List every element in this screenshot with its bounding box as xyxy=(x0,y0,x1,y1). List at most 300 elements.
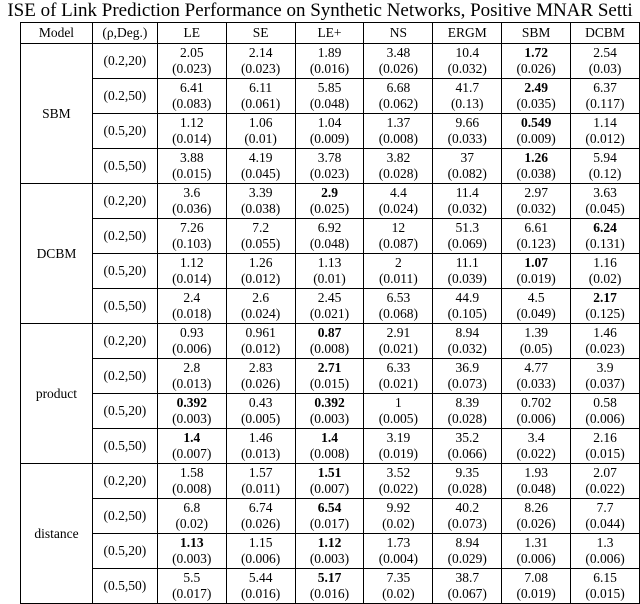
std-value: (0.024) xyxy=(378,201,419,216)
std-value: (0.015) xyxy=(585,446,625,461)
value-cell xyxy=(571,569,640,604)
std-value: (0.026) xyxy=(240,376,281,391)
mean-value: 1.57 xyxy=(248,465,273,480)
value-cell xyxy=(226,534,295,569)
mean-value: 6.33 xyxy=(386,360,411,375)
std-value: (0.022) xyxy=(378,481,419,496)
mean-value: 2.9 xyxy=(321,185,338,200)
std-value: (0.029) xyxy=(447,551,487,566)
mean-value: 3.88 xyxy=(179,150,204,165)
setting-cell: (0.2,20) xyxy=(92,464,157,499)
value-cell xyxy=(502,429,571,464)
value-cell xyxy=(433,464,502,499)
std-value: (0.003) xyxy=(172,411,212,426)
mean-value: 1 xyxy=(395,395,402,410)
std-value: (0.103) xyxy=(172,236,212,251)
value-cell xyxy=(226,429,295,464)
value-cell xyxy=(364,394,433,429)
std-value: (0.004) xyxy=(378,551,419,566)
value-cell xyxy=(157,429,226,464)
mean-value: 9.35 xyxy=(455,465,480,480)
std-value: (0.021) xyxy=(378,376,419,391)
value-cell xyxy=(433,324,502,359)
value-cell xyxy=(157,149,226,184)
value-cell xyxy=(226,394,295,429)
value-cell xyxy=(226,499,295,534)
table-row xyxy=(21,569,640,604)
mean-value: 4.4 xyxy=(389,185,407,200)
mean-value: 6.11 xyxy=(249,80,273,95)
table-row xyxy=(21,499,640,534)
mean-value: 4.5 xyxy=(527,290,545,305)
value-cell xyxy=(571,79,640,114)
std-value: (0.087) xyxy=(378,236,419,251)
mean-value: 2.4 xyxy=(183,290,201,305)
mean-value: 7.2 xyxy=(252,220,270,235)
std-value: (0.003) xyxy=(172,551,212,566)
setting-cell: (0.2,50) xyxy=(92,499,157,534)
std-value: (0.006) xyxy=(240,551,281,566)
std-value: (0.017) xyxy=(172,586,212,601)
value-cell xyxy=(364,324,433,359)
value-cell xyxy=(364,184,433,219)
mean-value: 7.7 xyxy=(596,500,614,515)
std-value: (0.039) xyxy=(447,271,487,286)
mean-value: 5.44 xyxy=(248,570,273,585)
value-cell xyxy=(433,569,502,604)
setting-cell: (0.2,50) xyxy=(92,359,157,394)
setting-cell: (0.5,20) xyxy=(92,254,157,289)
std-value: (0.007) xyxy=(309,481,350,496)
setting-cell: (0.5,50) xyxy=(92,289,157,324)
mean-value: 1.12 xyxy=(179,255,204,270)
std-value: (0.023) xyxy=(585,341,625,356)
table-title: ISE of Link Prediction Performance on Synthetic Networks, Positive MNAR Setti xyxy=(7,0,633,21)
std-value: (0.021) xyxy=(309,306,350,321)
mean-value: 2.8 xyxy=(183,360,201,375)
value-cell xyxy=(433,184,502,219)
value-cell xyxy=(364,289,433,324)
mean-value: 4.19 xyxy=(248,150,273,165)
std-value: (0.02) xyxy=(382,586,415,601)
value-cell xyxy=(571,359,640,394)
mean-value: 3.9 xyxy=(596,360,614,375)
value-cell xyxy=(571,114,640,149)
table-row xyxy=(21,114,640,149)
header-le: LE xyxy=(157,23,226,44)
mean-value: 6.41 xyxy=(179,80,204,95)
header-sbm: SBM xyxy=(502,23,571,44)
value-cell xyxy=(433,359,502,394)
value-cell xyxy=(364,464,433,499)
std-value: (0.012) xyxy=(240,271,281,286)
std-value: (0.01) xyxy=(313,271,346,286)
value-cell xyxy=(226,254,295,289)
mean-value: 36.9 xyxy=(455,360,480,375)
std-value: (0.026) xyxy=(516,516,556,531)
std-value: (0.026) xyxy=(240,516,281,531)
std-value: (0.035) xyxy=(516,96,556,111)
mean-value: 38.7 xyxy=(455,570,480,585)
std-value: (0.028) xyxy=(447,481,487,496)
value-cell xyxy=(226,359,295,394)
value-cell xyxy=(571,254,640,289)
std-value: (0.021) xyxy=(378,341,419,356)
header-model: Model xyxy=(21,23,93,44)
value-cell xyxy=(433,254,502,289)
mean-value: 51.3 xyxy=(455,220,480,235)
table-row xyxy=(21,79,640,114)
mean-value: 7.08 xyxy=(524,570,548,585)
value-cell xyxy=(433,44,502,79)
mean-value: 4.77 xyxy=(524,360,548,375)
value-cell xyxy=(502,324,571,359)
mean-value: 1.31 xyxy=(524,535,548,550)
std-value: (0.003) xyxy=(309,551,350,566)
std-value: (0.061) xyxy=(240,96,281,111)
value-cell xyxy=(571,44,640,79)
value-cell xyxy=(364,429,433,464)
value-cell xyxy=(364,359,433,394)
table-row xyxy=(21,184,640,219)
table-row xyxy=(21,44,640,79)
std-value: (0.012) xyxy=(585,131,625,146)
mean-value: 1.07 xyxy=(524,255,548,270)
value-cell xyxy=(364,499,433,534)
std-value: (0.033) xyxy=(516,376,556,391)
std-value: (0.062) xyxy=(378,96,419,111)
mean-value: 9.66 xyxy=(455,115,480,130)
mean-value: 0.961 xyxy=(245,325,276,340)
value-cell xyxy=(364,44,433,79)
value-cell xyxy=(295,464,364,499)
mean-value: 0.93 xyxy=(179,325,204,340)
std-value: (0.01) xyxy=(244,131,277,146)
value-cell xyxy=(571,289,640,324)
value-cell xyxy=(157,184,226,219)
value-cell xyxy=(502,184,571,219)
std-value: (0.048) xyxy=(516,481,556,496)
mean-value: 35.2 xyxy=(455,430,480,445)
std-value: (0.12) xyxy=(588,166,622,181)
value-cell xyxy=(157,569,226,604)
mean-value: 1.58 xyxy=(179,465,204,480)
value-cell xyxy=(157,219,226,254)
mean-value: 2.91 xyxy=(386,325,411,340)
mean-value: 1.93 xyxy=(524,465,548,480)
mean-value: 3.39 xyxy=(248,185,273,200)
std-value: (0.117) xyxy=(585,96,625,111)
mean-value: 6.8 xyxy=(183,500,201,515)
header-le-plus: LE+ xyxy=(295,23,364,44)
std-value: (0.009) xyxy=(516,131,556,146)
std-value: (0.069) xyxy=(447,236,487,251)
value-cell xyxy=(364,219,433,254)
value-cell xyxy=(295,219,364,254)
std-value: (0.011) xyxy=(241,481,281,496)
value-cell xyxy=(502,149,571,184)
mean-value: 8.94 xyxy=(455,535,480,550)
value-cell xyxy=(157,44,226,79)
value-cell xyxy=(433,429,502,464)
mean-value: 2.17 xyxy=(593,290,617,305)
std-value: (0.022) xyxy=(585,481,625,496)
mean-value: 2.07 xyxy=(593,465,617,480)
mean-value: 3.52 xyxy=(386,465,411,480)
std-value: (0.068) xyxy=(378,306,419,321)
std-value: (0.015) xyxy=(309,376,350,391)
value-cell xyxy=(502,394,571,429)
value-cell xyxy=(433,534,502,569)
std-value: (0.006) xyxy=(516,551,556,566)
setting-cell: (0.2,20) xyxy=(92,324,157,359)
mean-value: 0.549 xyxy=(520,115,552,130)
std-value: (0.037) xyxy=(585,376,625,391)
value-cell xyxy=(571,464,640,499)
std-value: (0.123) xyxy=(516,236,556,251)
std-value: (0.033) xyxy=(447,131,487,146)
std-value: (0.023) xyxy=(309,166,350,181)
mean-value: 6.74 xyxy=(248,500,273,515)
table-row xyxy=(21,254,640,289)
mean-value: 7.26 xyxy=(179,220,204,235)
std-value: (0.036) xyxy=(172,201,212,216)
std-value: (0.019) xyxy=(378,446,419,461)
std-value: (0.011) xyxy=(378,271,418,286)
std-value: (0.028) xyxy=(447,411,487,426)
value-cell xyxy=(157,464,226,499)
mean-value: 40.2 xyxy=(455,500,480,515)
std-value: (0.026) xyxy=(516,61,556,76)
mean-value: 5.17 xyxy=(317,570,342,585)
header-ns: NS xyxy=(364,23,433,44)
setting-cell: (0.2,20) xyxy=(92,44,157,79)
value-cell xyxy=(226,184,295,219)
std-value: (0.024) xyxy=(240,306,281,321)
table-row xyxy=(21,289,640,324)
value-cell xyxy=(502,254,571,289)
std-value: (0.006) xyxy=(172,341,212,356)
value-cell xyxy=(295,359,364,394)
std-value: (0.038) xyxy=(240,201,281,216)
mean-value: 3.78 xyxy=(317,150,342,165)
mean-value: 1.15 xyxy=(248,535,273,550)
mean-value: 6.24 xyxy=(593,220,617,235)
value-cell xyxy=(226,149,295,184)
table-row xyxy=(21,464,640,499)
value-cell xyxy=(571,149,640,184)
value-cell xyxy=(502,359,571,394)
value-cell xyxy=(226,219,295,254)
std-value: (0.02) xyxy=(382,516,415,531)
setting-cell: (0.2,20) xyxy=(92,184,157,219)
mean-value: 9.92 xyxy=(386,500,411,515)
mean-value: 1.16 xyxy=(593,255,617,270)
mean-value: 0.87 xyxy=(317,325,342,340)
value-cell xyxy=(226,79,295,114)
value-cell xyxy=(226,44,295,79)
value-cell xyxy=(502,569,571,604)
std-value: (0.02) xyxy=(175,516,209,531)
mean-value: 1.3 xyxy=(596,535,614,550)
table-row xyxy=(21,534,640,569)
mean-value: 11.1 xyxy=(455,255,479,270)
std-value: (0.048) xyxy=(309,236,350,251)
value-cell xyxy=(433,289,502,324)
value-cell xyxy=(226,114,295,149)
std-value: (0.014) xyxy=(172,131,212,146)
std-value: (0.008) xyxy=(378,131,419,146)
mean-value: 1.89 xyxy=(317,45,342,60)
mean-value: 2.05 xyxy=(179,45,204,60)
mean-value: 2.49 xyxy=(524,80,548,95)
value-cell xyxy=(502,499,571,534)
mean-value: 1.12 xyxy=(179,115,204,130)
std-value: (0.013) xyxy=(240,446,281,461)
value-cell xyxy=(364,149,433,184)
std-value: (0.023) xyxy=(240,61,281,76)
mean-value: 12 xyxy=(391,220,406,235)
table-body xyxy=(21,44,640,604)
value-cell xyxy=(502,464,571,499)
value-cell xyxy=(157,499,226,534)
header-row xyxy=(21,23,640,44)
setting-cell: (0.5,50) xyxy=(92,429,157,464)
setting-cell: (0.5,50) xyxy=(92,569,157,604)
model-cell: DCBM xyxy=(21,184,93,324)
table-row xyxy=(21,324,640,359)
value-cell xyxy=(295,569,364,604)
value-cell xyxy=(226,464,295,499)
std-value: (0.131) xyxy=(585,236,625,251)
value-cell xyxy=(433,219,502,254)
mean-value: 1.12 xyxy=(317,535,342,550)
mean-value: 6.92 xyxy=(317,220,342,235)
value-cell xyxy=(295,114,364,149)
std-value: (0.032) xyxy=(516,201,556,216)
std-value: (0.003) xyxy=(309,411,350,426)
std-value: (0.048) xyxy=(309,96,350,111)
mean-value: 10.4 xyxy=(455,45,480,60)
mean-value: 6.54 xyxy=(317,500,342,515)
value-cell xyxy=(157,79,226,114)
std-value: (0.016) xyxy=(240,586,281,601)
std-value: (0.083) xyxy=(172,96,212,111)
std-value: (0.03) xyxy=(588,61,622,76)
std-value: (0.012) xyxy=(240,341,281,356)
header-se: SE xyxy=(226,23,295,44)
header-rho-deg: (ρ,Deg.) xyxy=(92,23,157,44)
mean-value: 37 xyxy=(460,150,474,165)
mean-value: 2.83 xyxy=(248,360,273,375)
std-value: (0.025) xyxy=(309,201,350,216)
value-cell xyxy=(295,324,364,359)
mean-value: 1.39 xyxy=(524,325,548,340)
mean-value: 2.45 xyxy=(317,290,342,305)
mean-value: 0.702 xyxy=(520,395,552,410)
value-cell xyxy=(157,534,226,569)
mean-value: 1.4 xyxy=(321,430,338,445)
std-value: (0.013) xyxy=(172,376,212,391)
std-value: (0.026) xyxy=(378,61,419,76)
mean-value: 1.4 xyxy=(183,430,201,445)
mean-value: 1.26 xyxy=(524,150,548,165)
value-cell xyxy=(502,289,571,324)
std-value: (0.005) xyxy=(240,411,281,426)
setting-cell: (0.5,20) xyxy=(92,534,157,569)
mean-value: 1.72 xyxy=(524,45,548,60)
value-cell xyxy=(364,114,433,149)
value-cell xyxy=(295,184,364,219)
mean-value: 41.7 xyxy=(455,80,480,95)
mean-value: 8.94 xyxy=(455,325,480,340)
value-cell xyxy=(226,324,295,359)
value-cell xyxy=(502,79,571,114)
value-cell xyxy=(157,324,226,359)
mean-value: 0.392 xyxy=(314,395,345,410)
table-row xyxy=(21,429,640,464)
value-cell xyxy=(433,499,502,534)
value-cell xyxy=(364,254,433,289)
value-cell xyxy=(502,534,571,569)
value-cell xyxy=(295,289,364,324)
mean-value: 1.37 xyxy=(386,115,411,130)
value-cell xyxy=(295,44,364,79)
std-value: (0.066) xyxy=(447,446,487,461)
std-value: (0.055) xyxy=(240,236,281,251)
value-cell xyxy=(295,79,364,114)
std-value: (0.005) xyxy=(378,411,419,426)
std-value: (0.017) xyxy=(309,516,350,531)
value-cell xyxy=(571,499,640,534)
value-cell xyxy=(157,394,226,429)
mean-value: 1.06 xyxy=(248,115,273,130)
value-cell xyxy=(502,219,571,254)
value-cell xyxy=(157,359,226,394)
setting-cell: (0.2,50) xyxy=(92,219,157,254)
value-cell xyxy=(157,114,226,149)
std-value: (0.006) xyxy=(516,411,556,426)
mean-value: 6.53 xyxy=(386,290,411,305)
table-row xyxy=(21,394,640,429)
std-value: (0.13) xyxy=(450,96,484,111)
std-value: (0.009) xyxy=(309,131,350,146)
mean-value: 6.61 xyxy=(524,220,548,235)
mean-value: 0.392 xyxy=(176,395,207,410)
std-value: (0.038) xyxy=(516,166,556,181)
mean-value: 3.63 xyxy=(593,185,617,200)
std-value: (0.014) xyxy=(172,271,212,286)
mean-value: 1.46 xyxy=(593,325,617,340)
std-value: (0.105) xyxy=(447,306,487,321)
mean-value: 1.51 xyxy=(317,465,342,480)
mean-value: 5.94 xyxy=(593,150,617,165)
std-value: (0.067) xyxy=(447,586,487,601)
mean-value: 1.46 xyxy=(248,430,273,445)
std-value: (0.045) xyxy=(585,201,625,216)
std-value: (0.008) xyxy=(172,481,212,496)
std-value: (0.125) xyxy=(585,306,625,321)
value-cell xyxy=(295,149,364,184)
std-value: (0.02) xyxy=(588,271,622,286)
mean-value: 2.71 xyxy=(317,360,342,375)
mean-value: 6.15 xyxy=(593,570,617,585)
std-value: (0.028) xyxy=(378,166,419,181)
mean-value: 2 xyxy=(395,255,402,270)
table-row xyxy=(21,359,640,394)
mean-value: 11.4 xyxy=(455,185,479,200)
std-value: (0.032) xyxy=(447,61,487,76)
